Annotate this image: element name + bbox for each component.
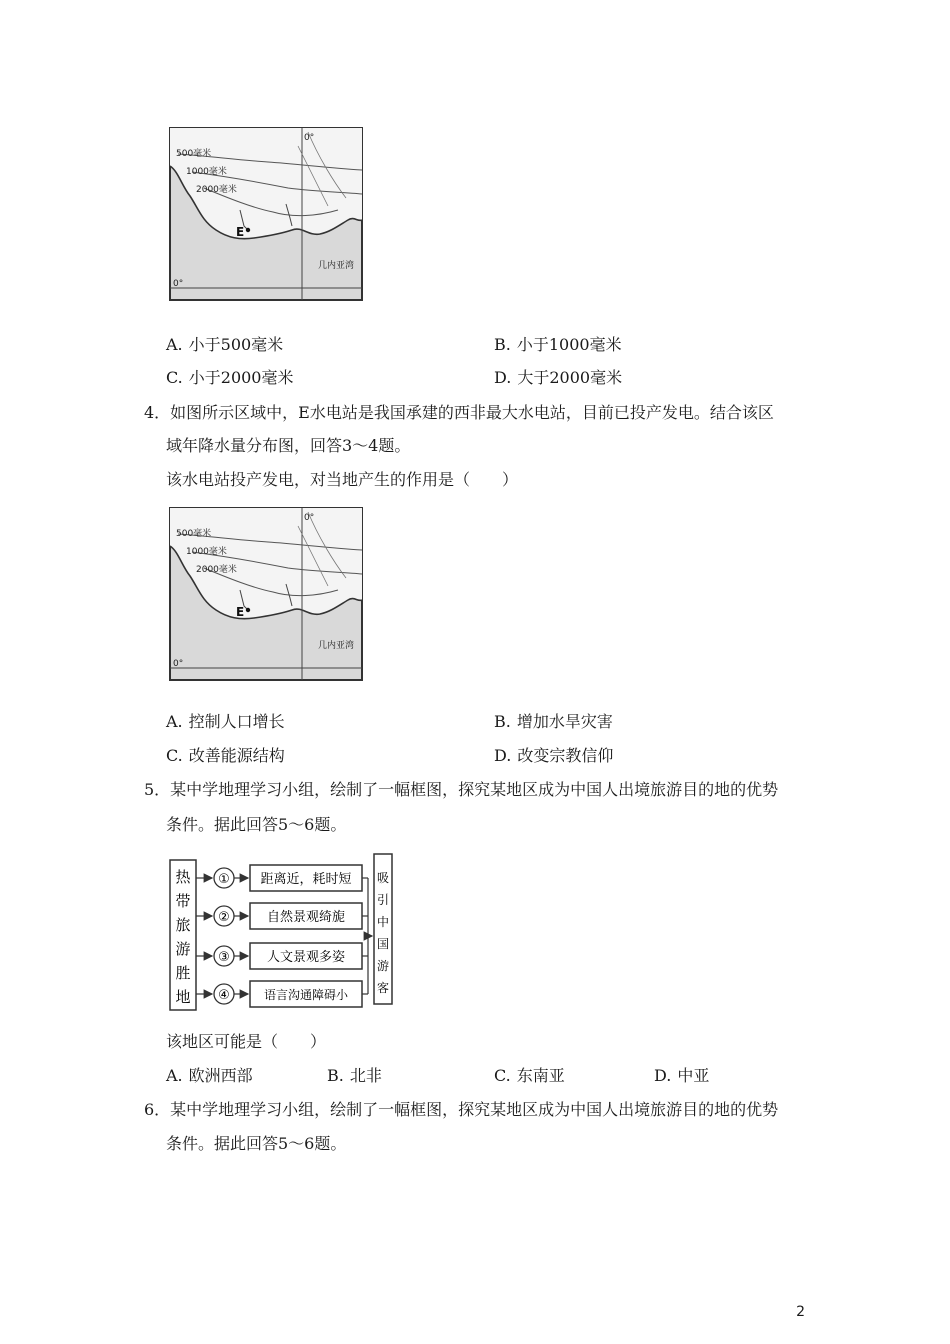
flow-row-2 — [196, 903, 362, 929]
flow-left-char-6: 地 — [175, 988, 191, 1006]
q6-line-2: 条件。据此回答5～6题。 — [166, 1134, 347, 1153]
flow-right-char-3: 中 — [376, 915, 390, 929]
map-meridian-label: 0° — [304, 133, 315, 143]
q4-option-b[interactable]: B. 增加水旱灾害 — [494, 712, 613, 731]
q3-option-d[interactable]: D. 大于2000毫米 — [494, 368, 623, 387]
q5-stem: 该地区可能是（ ） — [166, 1032, 327, 1051]
flow-right-char-1: 吸 — [376, 871, 390, 885]
q4-line-1: 4．如图所示区域中，E水电站是我国承建的西非最大水电站，目前已投产发电。结合该区 — [144, 403, 774, 422]
q4-stem: 该水电站投产发电，对当地产生的作用是（ ） — [166, 470, 519, 489]
map-station-label: E — [236, 605, 245, 619]
flow-item-1: 距离近，耗时短 — [260, 872, 352, 887]
map-iso500-label: 500毫米 — [176, 529, 212, 539]
q4-option-c[interactable]: C. 改善能源结构 — [166, 746, 285, 765]
flow-num-4: ④ — [218, 988, 230, 1003]
map-iso2000-label: 2000毫米 — [196, 185, 237, 195]
map-station-label: E — [236, 225, 245, 239]
flow-right-char-4: 国 — [376, 937, 390, 951]
flow-left-char-3: 旅 — [175, 916, 191, 934]
map-meridian-label: 0° — [304, 513, 315, 523]
flow-row-3 — [196, 943, 362, 969]
q4-line-2: 域年降水量分布图，回答3～4题。 — [166, 436, 411, 455]
q4-option-d[interactable]: D. 改变宗教信仰 — [494, 746, 614, 765]
rainfall-map-2 — [168, 506, 364, 682]
flow-item-3: 人文景观多姿 — [266, 950, 346, 965]
tourism-flowchart — [168, 852, 396, 1014]
flow-left-char-2: 带 — [175, 892, 191, 910]
q5-option-c[interactable]: C. 东南亚 — [494, 1066, 565, 1085]
flow-num-3: ③ — [218, 950, 230, 965]
q5-line-2: 条件。据此回答5～6题。 — [166, 815, 347, 834]
flow-right-char-2: 引 — [376, 893, 390, 907]
q3-option-c[interactable]: C. 小于2000毫米 — [166, 368, 294, 387]
map-iso2000-label: 2000毫米 — [196, 565, 237, 575]
rainfall-map-1 — [168, 126, 364, 302]
map-iso1000-label: 1000毫米 — [186, 167, 227, 177]
flow-row-4 — [196, 981, 362, 1007]
flow-right-char-5: 游 — [376, 959, 390, 973]
flow-row-1 — [196, 865, 362, 891]
flow-right-char-6: 客 — [376, 981, 390, 995]
map-equator-label: 0° — [173, 279, 184, 289]
flow-left-char-4: 游 — [175, 940, 191, 958]
flow-item-2: 自然景观绮旎 — [266, 910, 346, 925]
q6-line-1: 6．某中学地理学习小组，绘制了一幅框图，探究某地区成为中国人出境旅游目的地的优势 — [144, 1100, 779, 1119]
page-number: 2 — [796, 1304, 805, 1320]
flow-left-char-5: 胜 — [175, 964, 191, 982]
q3-option-b[interactable]: B. 小于1000毫米 — [494, 335, 622, 354]
map-iso500-label: 500毫米 — [176, 149, 212, 159]
flow-left-char-1: 热 — [175, 868, 191, 886]
q5-option-a[interactable]: A. 欧洲西部 — [166, 1066, 253, 1085]
q5-option-b[interactable]: B. 北非 — [327, 1066, 382, 1085]
q3-option-a[interactable]: A. 小于500毫米 — [166, 335, 284, 354]
q4-option-a[interactable]: A. 控制人口增长 — [166, 712, 285, 731]
map-equator-label: 0° — [173, 659, 184, 669]
map-iso1000-label: 1000毫米 — [186, 547, 227, 557]
q5-option-d[interactable]: D. 中亚 — [654, 1066, 710, 1085]
flow-num-2: ② — [218, 910, 230, 925]
map-gulf-label: 几内亚湾 — [318, 261, 355, 271]
q5-line-1: 5．某中学地理学习小组，绘制了一幅框图，探究某地区成为中国人出境旅游目的地的优势 — [144, 780, 779, 799]
flow-item-4: 语言沟通障碍小 — [263, 988, 349, 1002]
flow-num-1: ① — [218, 872, 230, 887]
map-gulf-label: 几内亚湾 — [318, 641, 355, 651]
